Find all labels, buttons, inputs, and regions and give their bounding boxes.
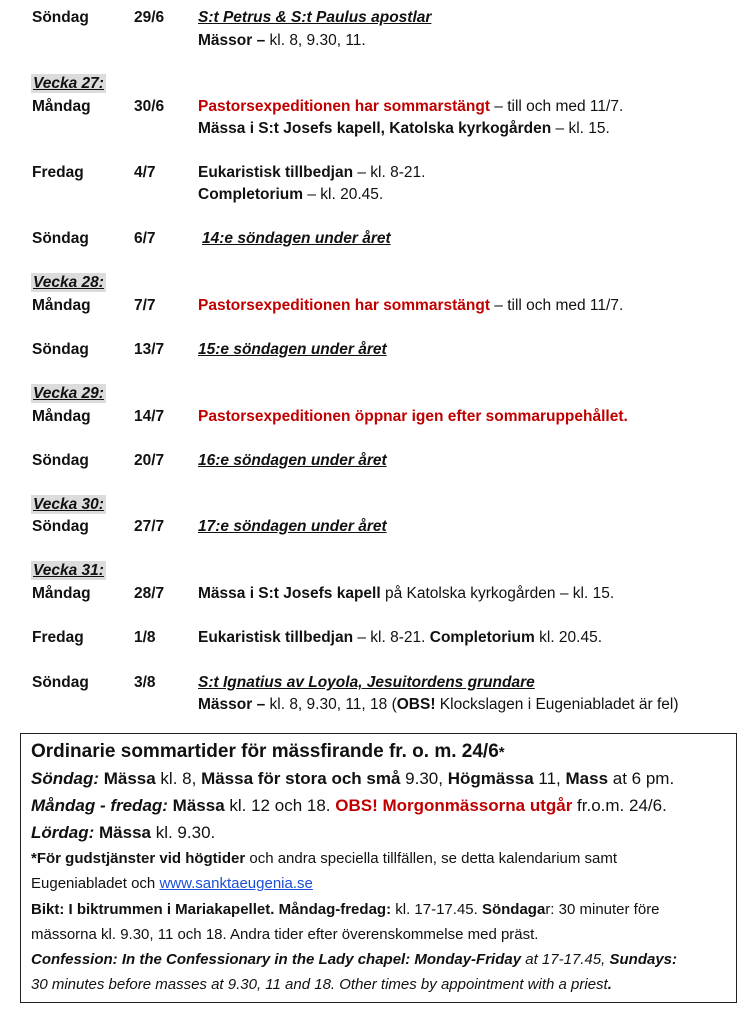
day-label: Måndag xyxy=(32,408,91,425)
calendar-row xyxy=(0,407,740,427)
date-label: 1/8 xyxy=(134,629,156,646)
feast-title: S:t Petrus & S:t Paulus apostlar xyxy=(198,9,432,26)
event-label: Eukaristisk tillbedjan xyxy=(198,629,354,646)
website-link[interactable]: www.sanktaeugenia.se xyxy=(159,875,313,892)
weekday-schedule: Måndag - fredag: Mässa kl. 12 och 18. OBS! Morgonmässorna utgår fr.o.m. 24/6. xyxy=(31,796,667,815)
summer-schedule-box xyxy=(20,733,737,1003)
date-label: 30/6 xyxy=(134,98,165,115)
feast-title: 15:e söndagen under året xyxy=(198,341,387,358)
calendar-row xyxy=(0,517,740,537)
day-label: Fredag xyxy=(32,164,84,181)
date-label: 7/7 xyxy=(134,297,156,314)
event-label: Eukaristisk tillbedjan xyxy=(198,164,354,181)
footnote-line-2: Eugeniabladet och www.sanktaeugenia.se xyxy=(31,875,313,892)
date-label: 14/7 xyxy=(134,408,165,425)
feast-title: 16:e söndagen under året xyxy=(198,452,387,469)
event-time: – kl. 8-21. xyxy=(353,164,426,181)
confession-swedish-2: mässorna kl. 9.30, 11 och 18. Andra tider efter överenskommelse med präst. xyxy=(31,926,539,943)
event-time: – kl. 8-21. xyxy=(353,629,430,646)
notice-rest: – till och med 11/7. xyxy=(490,297,624,314)
event-time: – kl. 15. xyxy=(551,120,610,137)
week-heading: Vecka 31: xyxy=(33,562,104,579)
calendar-row xyxy=(0,8,740,28)
notice-red: Pastorsexpeditionen har sommarstängt xyxy=(198,98,490,115)
event-time: kl. 20.45. xyxy=(534,629,603,646)
day-label: Fredag xyxy=(32,629,84,646)
date-label: 28/7 xyxy=(134,585,165,602)
date-label: 13/7 xyxy=(134,341,165,358)
week-heading: Vecka 30: xyxy=(33,496,104,513)
calendar-row-line2 xyxy=(0,31,740,51)
day-label: Måndag xyxy=(32,585,91,602)
obs-note: Klockslagen i Eugeniabladet är fel) xyxy=(435,696,679,713)
calendar-row xyxy=(0,584,740,604)
day-label: Söndag xyxy=(32,341,89,358)
mass-times: kl. 8, 9.30, 11, 18 ( xyxy=(265,696,397,713)
footnote-star: * xyxy=(498,744,505,761)
calendar-row xyxy=(0,451,740,471)
feast-title: 17:e söndagen under året xyxy=(198,518,387,535)
notice-red: Pastorsexpeditionen har sommarstängt xyxy=(198,297,490,314)
event-label: Mässa i S:t Josefs kapell xyxy=(198,585,381,602)
footnote-line: *För gudstjänster vid högtider och andra speciella tillfällen, se detta kalendarium samt xyxy=(31,850,618,867)
day-label: Söndag xyxy=(32,452,89,469)
day-label: Söndag xyxy=(32,9,89,26)
mass-label: Mässor – xyxy=(198,696,266,713)
calendar-row xyxy=(0,163,740,183)
calendar-row-line2 xyxy=(0,119,740,139)
day-label: Söndag xyxy=(32,674,89,691)
day-label: Söndag xyxy=(32,230,89,247)
feast-title: S:t Ignatius av Loyola, Jesuitordens grundare xyxy=(198,674,535,691)
event-rest: på Katolska kyrkogården – kl. 15. xyxy=(380,585,615,602)
event-label: Completorium xyxy=(429,629,535,646)
calendar-row xyxy=(0,229,740,249)
calendar-row xyxy=(0,97,740,117)
date-label: 27/7 xyxy=(134,518,165,535)
calendar-row xyxy=(0,673,740,693)
mass-label: Mässor – xyxy=(198,32,266,49)
confession-swedish: Bikt: I biktrummen i Mariakapellet. Måndag-fredag: kl. 17-17.45. Söndagar: 30 minuter före xyxy=(31,901,660,918)
week-heading: Vecka 29: xyxy=(33,385,104,402)
date-label: 3/8 xyxy=(134,674,156,691)
saturday-schedule: Lördag: Mässa kl. 9.30. xyxy=(31,823,216,842)
day-label: Måndag xyxy=(32,98,91,115)
notice-rest: – till och med 11/7. xyxy=(490,98,624,115)
week-heading: Vecka 27: xyxy=(33,75,104,92)
event-label: Mässa i S:t Josefs kapell, Katolska kyrkogården xyxy=(198,120,552,137)
calendar-row xyxy=(0,340,740,360)
event-label: Completorium xyxy=(198,186,304,203)
obs-label: OBS! xyxy=(396,696,436,713)
event-time: – kl. 20.45. xyxy=(303,186,384,203)
calendar-row xyxy=(0,296,740,316)
mass-times: kl. 8, 9.30, 11. xyxy=(265,32,366,49)
notice-red: Pastorsexpeditionen öppnar igen efter sommaruppehållet. xyxy=(198,408,628,425)
date-label: 4/7 xyxy=(134,164,156,181)
day-label: Söndag xyxy=(32,518,89,535)
day-label: Måndag xyxy=(32,297,91,314)
confession-english-2: 30 minutes before masses at 9.30, 11 and 18. Other times by appointment with a priest. xyxy=(31,976,612,993)
calendar-row-line2 xyxy=(0,185,740,205)
date-label: 29/6 xyxy=(134,9,165,26)
calendar-row-line2 xyxy=(0,695,740,715)
confession-english: Confession: In the Confessionary in the Lady chapel: Monday-Friday at 17-17.45, Sundays: xyxy=(31,951,677,968)
date-label: 6/7 xyxy=(134,230,156,247)
feast-title: 14:e söndagen under året xyxy=(202,230,391,247)
week-heading: Vecka 28: xyxy=(33,274,104,291)
sunday-schedule: Söndag: Mässa kl. 8, Mässa för stora och små 9.30, Högmässa 11, Mass at 6 pm. xyxy=(31,769,675,788)
box-title: Ordinarie sommartider för mässfirande fr. o. m. 24/6* xyxy=(31,741,505,762)
date-label: 20/7 xyxy=(134,452,165,469)
calendar-row xyxy=(0,628,740,648)
